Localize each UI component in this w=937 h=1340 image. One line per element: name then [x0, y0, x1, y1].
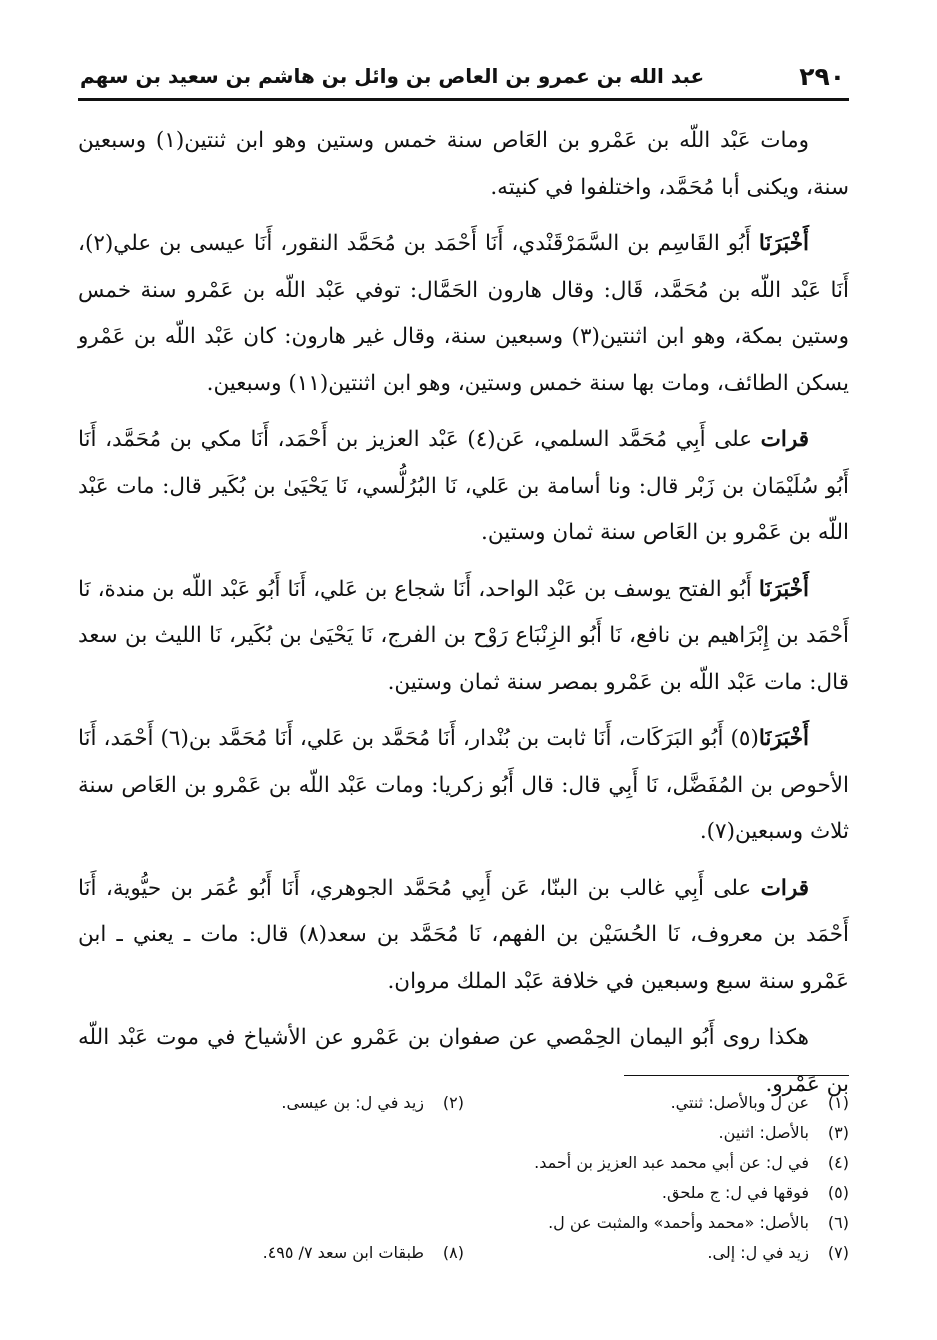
- paragraph-text: هكذا روى أَبُو اليمان الحِمْصي عن صفوان بن عَمْرو عن الأشياخ في موت عَبْد اللّه بن عَمْرو.: [78, 1025, 849, 1097]
- paragraph-text: أَبُو القَاسِم بن السَّمَرْقَنْدي، أَنَا أَحْمَد بن مُحَمَّد النقور، أَنَا عيسى بن علي(٢)، أَنَا عَبْد اللّه بن مُحَمَّد، قَال: وقال هارون الحَمَّال: توفي عَبْد اللّه بن عَمْرو سنة خمس وستين بمكة، وهو ابن اثنتين(٣) وسبعين سنة، وقال غير هارون: كان عَبْد اللّه بن عَمْرو يسكن الطائف، ومات بها سنة خمس وستين، وهو ابن اثنتين(١١) وسبعين.: [78, 231, 850, 396]
- footnote-5: [464, 1178, 849, 1208]
- page-number: ٢٩٠: [799, 62, 845, 91]
- footnote-text: زيد في ل: بن عيسى.: [281, 1093, 424, 1112]
- paragraph-lead: أَخْبَرَنَا: [758, 231, 809, 256]
- paragraph-1: [78, 118, 849, 211]
- footnote-text: طبقات ابن سعد ٧/ ٤٩٥.: [262, 1243, 424, 1262]
- footnote-row: [78, 1208, 849, 1238]
- footnote-text: بالأصل: اثنين.: [718, 1123, 809, 1142]
- footnote-number: (٧): [827, 1243, 849, 1262]
- footnotes: [78, 1088, 849, 1268]
- footnote-number: (٣): [827, 1123, 849, 1142]
- footnote-number: (٦): [827, 1213, 849, 1232]
- footnote-empty: [79, 1208, 464, 1238]
- footnote-text: في ل: عن أبي محمد عبد العزيز بن أحمد.: [534, 1153, 809, 1172]
- page-header: [78, 60, 849, 96]
- footnote-3: [464, 1118, 849, 1148]
- footnote-row: [78, 1088, 849, 1118]
- footnote-row: [78, 1178, 849, 1208]
- footnote-number: (٨): [442, 1243, 464, 1262]
- paragraph-3: [78, 417, 849, 557]
- footnote-text: عن ل وبالأصل: ثنتي.: [670, 1093, 809, 1112]
- footnote-row: [78, 1118, 849, 1148]
- footnote-1: [464, 1088, 849, 1118]
- footnote-number: (١): [827, 1093, 849, 1112]
- running-title: عبد الله بن عمرو بن العاص بن وائل بن هاشم بن سعيد بن سهم: [80, 64, 705, 88]
- footnote-number: (٢): [442, 1093, 464, 1112]
- paragraph-lead: أَخْبَرَنَا: [758, 726, 809, 751]
- footnote-number: (٤): [827, 1153, 849, 1172]
- paragraph-6: [78, 866, 849, 1006]
- paragraph-lead: قرات: [760, 875, 809, 901]
- paragraph-text: على أَبِي غالب بن البنّا، عَن أَبِي مُحَمَّد الجوهري، أَنَا أَبُو عُمَر بن حيُّوية، أَنَا أَحْمَد بن معروف، نَا الحُسَيْن بن الفهم، نَا مُحَمَّد بن سعد(٨) قال: مات ـ يعني ـ ابن عَمْرو سنة سبع وسبعين في خلافة عَبْد الملك مروان.: [78, 875, 849, 994]
- footnote-row: [78, 1148, 849, 1178]
- footnote-4: [464, 1148, 849, 1178]
- footnote-text: بالأصل: «محمد وأحمد» والمثبت عن ل.: [548, 1213, 809, 1232]
- paragraph-5: [78, 716, 849, 856]
- footnote-empty: [79, 1118, 464, 1148]
- footnote-separator: [624, 1075, 849, 1076]
- paragraph-text: على أَبِي مُحَمَّد السلمي، عَن(٤) عَبْد العزيز بن أَحْمَد، أَنَا مكي بن مُحَمَّد، أَنَا أَبُو سُلَيْمَان بن زَبْر قال: ونا أسامة بن عَلي، نَا البُرُلُّسي، نَا يَحْيَىٰ بن بُكَير قال: مات عَبْد اللّه بن عَمْرو بن العَاص سنة ثمان وستين.: [78, 427, 849, 545]
- footnote-empty: [79, 1148, 464, 1178]
- header-rule: [78, 98, 849, 101]
- paragraph-4: [78, 567, 849, 707]
- footnote-text: فوقها في ل: ج ملحق.: [661, 1183, 809, 1202]
- footnote-8: [79, 1238, 464, 1268]
- footnote-text: زيد في ل: إلى.: [707, 1243, 809, 1262]
- footnote-6: [464, 1208, 849, 1238]
- paragraph-text: (٥) أَبُو البَرَكَات، أَنَا ثابت بن بُنْدار، أَنَا مُحَمَّد بن عَلي، أَنَا مُحَمَّد بن(٦) أَحْمَد، أَنَا الأحوص بن المُفَضَّل، نَا أَبِي قال: قال أَبُو زكريا: ومات عَبْد اللّه بن عَمْرو بن العَاص سنة ثلاث وسبعين(٧).: [78, 726, 849, 844]
- footnote-number: (٥): [827, 1183, 849, 1202]
- paragraph-lead: أَخْبَرَنَا: [758, 576, 809, 602]
- paragraph-text: أَبُو الفتح يوسف بن عَبْد الواحد، أَنَا شجاع بن عَلي، أَنَا أَبُو عَبْد اللّه بن مندة، نَا أَحْمَد بن إِبْرَاهيم بن نافع، نَا أَبُو الزِنْبَاع رَوْح بن الفرج، نَا يَحْيَىٰ بن بُكَير، نَا الليث بن سعد قال: مات عَبْد اللّه بن عَمْرو بمصر سنة ثمان وستين.: [78, 576, 849, 695]
- footnote-2: [79, 1088, 464, 1118]
- paragraph-lead: قرات: [760, 427, 809, 452]
- footnote-row: [78, 1238, 849, 1268]
- paragraph-text: ومات عَبْد اللّه بن عَمْرو بن العَاص سنة خمس وستين وهو ابن ثنتين(١) وسبعين سنة، ويكنى أبا مُحَمَّد، واختلفوا في كنيته.: [78, 128, 849, 200]
- main-text: [78, 118, 849, 1118]
- footnote-7: [464, 1238, 849, 1268]
- paragraph-2: [78, 221, 849, 407]
- footnote-empty: [79, 1178, 464, 1208]
